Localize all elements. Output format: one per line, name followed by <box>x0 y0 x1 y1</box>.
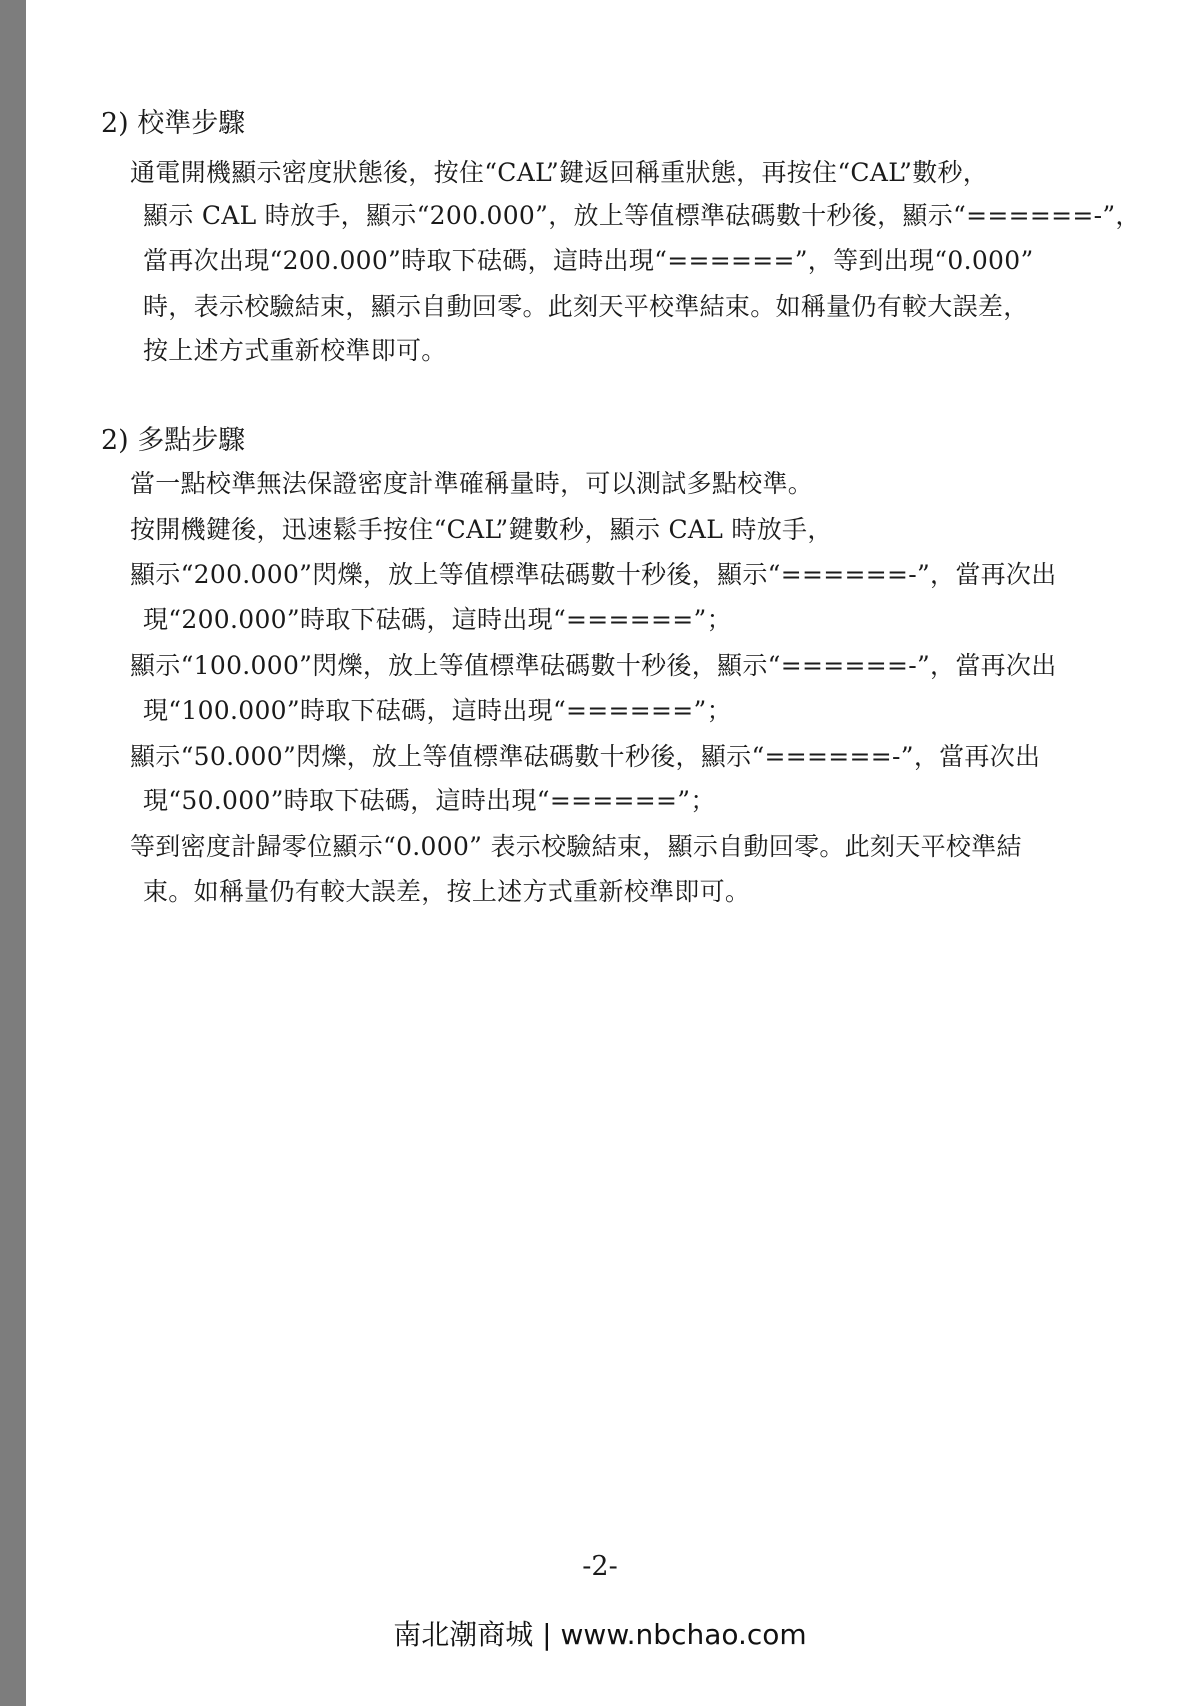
site-footer-watermark: 南北潮商城 | www.nbchao.com <box>393 1618 807 1651</box>
paragraph-line: 時，表示校驗結束，顯示自動回零。此刻天平校準結束。如稱量仍有較大誤差， <box>143 292 1029 321</box>
paragraph-line: 顯示“50.000”閃爍，放上等值標準砝碼數十秒後，顯示“======-”，當再次出 <box>130 742 1041 771</box>
paragraph-line: 等到密度計歸零位顯示“0.000” 表示校驗結束，顯示自動回零。此刻天平校準結 <box>130 832 1022 861</box>
paragraph-line: 顯示 CAL 時放手，顯示“200.000”，放上等值標準砝碼數十秒後，顯示“======-”， <box>143 201 1141 230</box>
page-number: -2- <box>582 1551 618 1582</box>
section-heading-multipoint-steps: 2) 多點步驟 <box>101 425 246 456</box>
paragraph-line: 顯示“100.000”閃爍，放上等值標準砝碼數十秒後，顯示“======-”，當再次出 <box>130 651 1057 680</box>
section-heading-calibration-steps: 2) 校準步驟 <box>101 108 246 139</box>
paragraph-line: 現“50.000”時取下砝碼，這時出現“======”； <box>143 786 716 815</box>
paragraph-line: 束。如稱量仍有較大誤差，按上述方式重新校準即可。 <box>143 877 751 906</box>
paragraph-line: 按上述方式重新校準即可。 <box>143 336 447 365</box>
paragraph-line: 現“200.000”時取下砝碼，這時出現“======”； <box>143 605 732 634</box>
paragraph-line: 現“100.000”時取下砝碼，這時出現“======”； <box>143 696 732 725</box>
paragraph-line: 顯示“200.000”閃爍，放上等值標準砝碼數十秒後，顯示“======-”，當再次出 <box>130 560 1057 589</box>
paragraph-line: 當再次出現“200.000”時取下砝碼，這時出現“======”，等到出現“0.000” <box>143 246 1034 275</box>
paragraph-line: 按開機鍵後，迅速鬆手按住“CAL”鍵數秒，顯示 CAL 時放手， <box>130 515 833 544</box>
paragraph-line: 當一點校準無法保證密度計準確稱量時，可以測試多點校準。 <box>130 469 814 498</box>
paragraph-line: 通電開機顯示密度狀態後，按住“CAL”鍵返回稱重狀態，再按住“CAL”數秒， <box>130 158 989 187</box>
